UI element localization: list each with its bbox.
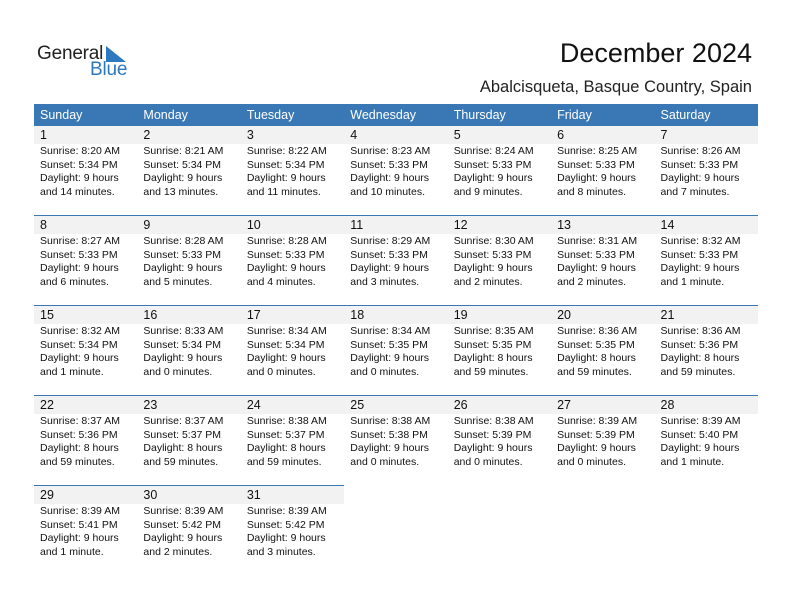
day-cell [241,215,344,305]
sunset-text: Sunset: 5:34 PM [40,338,118,351]
day-info [344,414,447,469]
daylight-minutes-text: and 5 minutes. [143,275,213,288]
daylight-hours-text: Daylight: 8 hours [453,352,533,364]
day-number: 6 [551,125,654,144]
day-info [344,324,447,379]
sunset-text: Sunset: 5:33 PM [557,248,635,261]
daylight-minutes-text: and 2 minutes. [453,275,523,288]
sunrise-text: Sunrise: 8:23 AM [350,145,431,157]
empty-day-cell [344,485,447,565]
daylight-hours-text: Daylight: 9 hours [557,172,636,184]
day-info [34,234,137,289]
day-cell [551,305,654,395]
day-cell [344,215,447,305]
day-cell [137,395,240,485]
daylight-minutes-text: and 59 minutes. [40,455,115,468]
weekday-header-row [34,104,758,125]
sunset-text: Sunset: 5:37 PM [246,428,325,441]
daylight-hours-text: Daylight: 9 hours [350,262,430,274]
day-info [137,324,240,379]
daylight-hours-text: Daylight: 9 hours [453,262,533,274]
daylight-minutes-text: and 0 minutes. [246,365,316,378]
daylight-minutes-text: and 0 minutes. [350,365,420,378]
day-cell [34,305,137,395]
daylight-minutes-text: and 0 minutes. [453,455,523,468]
day-info [344,144,447,199]
day-number: 9 [137,215,240,234]
sunset-text: Sunset: 5:38 PM [350,428,428,441]
day-number: 10 [241,215,344,234]
daylight-hours-text: Daylight: 9 hours [350,442,430,454]
sunrise-text: Sunrise: 8:39 AM [557,415,638,427]
daylight-minutes-text: and 11 minutes. [246,185,321,198]
weekday-monday: Monday [137,104,240,125]
empty-day-cell [655,485,758,565]
sunrise-text: Sunrise: 8:36 AM [557,325,638,337]
empty-day-cell [551,485,654,565]
day-info [551,414,654,469]
daylight-hours-text: Daylight: 9 hours [246,172,326,184]
day-cell [344,305,447,395]
sunrise-text: Sunrise: 8:36 AM [660,325,741,337]
daylight-minutes-text: and 0 minutes. [350,455,420,468]
sunset-text: Sunset: 5:36 PM [660,338,739,351]
sunset-text: Sunset: 5:34 PM [143,158,222,171]
daylight-hours-text: Daylight: 9 hours [40,532,119,544]
day-cell [551,125,654,215]
day-info [551,234,654,289]
day-cell [34,485,137,565]
daylight-minutes-text: and 59 minutes. [557,365,632,378]
sunrise-text: Sunrise: 8:29 AM [350,235,431,247]
day-number: 23 [137,395,240,414]
daylight-hours-text: Daylight: 9 hours [453,442,533,454]
sunrise-text: Sunrise: 8:32 AM [660,235,741,247]
sunset-text: Sunset: 5:34 PM [40,158,118,171]
day-number: 5 [448,125,551,144]
weekday-wednesday: Wednesday [344,104,447,125]
daylight-hours-text: Daylight: 9 hours [350,172,430,184]
daylight-hours-text: Daylight: 9 hours [557,262,636,274]
day-info [551,144,654,199]
sunset-text: Sunset: 5:33 PM [143,248,222,261]
day-number: 31 [241,485,344,504]
day-info [448,144,551,199]
logo-blue-text: Blue [90,59,128,80]
daylight-minutes-text: and 8 minutes. [557,185,626,198]
daylight-minutes-text: and 1 minute. [660,455,725,468]
sunset-text: Sunset: 5:33 PM [350,248,428,261]
weekday-friday: Friday [551,104,654,125]
day-number: 7 [655,125,758,144]
daylight-minutes-text: and 3 minutes. [350,275,420,288]
day-number: 27 [551,395,654,414]
daylight-hours-text: Daylight: 9 hours [350,352,430,364]
daylight-hours-text: Daylight: 9 hours [40,352,119,364]
sunset-text: Sunset: 5:39 PM [453,428,532,441]
day-cell [34,215,137,305]
weekday-tuesday: Tuesday [241,104,344,125]
daylight-hours-text: Daylight: 9 hours [453,172,533,184]
daylight-minutes-text: and 59 minutes. [453,365,529,378]
sunrise-text: Sunrise: 8:31 AM [557,235,638,247]
daylight-minutes-text: and 2 minutes. [557,275,626,288]
day-number: 8 [34,215,137,234]
sunrise-text: Sunrise: 8:39 AM [40,505,120,517]
day-info [34,414,137,469]
daylight-minutes-text: and 14 minutes. [40,185,115,198]
week-row [34,125,758,215]
daylight-minutes-text: and 3 minutes. [246,545,316,558]
sunrise-text: Sunrise: 8:39 AM [143,505,224,517]
sunrise-text: Sunrise: 8:30 AM [453,235,534,247]
daylight-minutes-text: and 9 minutes. [453,185,523,198]
day-number: 24 [241,395,344,414]
sunset-text: Sunset: 5:41 PM [40,518,118,531]
sunset-text: Sunset: 5:33 PM [40,248,118,261]
day-number: 17 [241,305,344,324]
sunset-text: Sunset: 5:35 PM [453,338,532,351]
daylight-hours-text: Daylight: 9 hours [143,352,223,364]
day-info [34,504,137,559]
sunrise-text: Sunrise: 8:39 AM [660,415,741,427]
day-info [137,234,240,289]
daylight-minutes-text: and 0 minutes. [557,455,626,468]
day-info [655,234,758,289]
daylight-hours-text: Daylight: 8 hours [40,442,119,454]
day-number: 22 [34,395,137,414]
sunrise-text: Sunrise: 8:28 AM [246,235,327,247]
daylight-hours-text: Daylight: 9 hours [557,442,636,454]
sunrise-text: Sunrise: 8:25 AM [557,145,638,157]
sunset-text: Sunset: 5:33 PM [350,158,428,171]
daylight-hours-text: Daylight: 9 hours [660,172,740,184]
daylight-hours-text: Daylight: 9 hours [40,172,119,184]
day-cell [34,125,137,215]
sunrise-text: Sunrise: 8:35 AM [453,325,534,337]
daylight-hours-text: Daylight: 9 hours [246,532,326,544]
day-info [241,324,344,379]
day-cell [448,215,551,305]
daylight-hours-text: Daylight: 9 hours [143,532,223,544]
weekday-sunday: Sunday [34,104,137,125]
day-info [241,504,344,559]
sunset-text: Sunset: 5:36 PM [40,428,118,441]
day-cell [655,125,758,215]
day-info [137,504,240,559]
daylight-hours-text: Daylight: 9 hours [660,442,740,454]
day-number: 14 [655,215,758,234]
daylight-minutes-text: and 59 minutes. [143,455,219,468]
sunrise-text: Sunrise: 8:28 AM [143,235,224,247]
day-number: 25 [344,395,447,414]
daylight-hours-text: Daylight: 8 hours [143,442,223,454]
daylight-hours-text: Daylight: 8 hours [660,352,740,364]
daylight-minutes-text: and 10 minutes. [350,185,425,198]
day-cell [241,305,344,395]
day-info [137,414,240,469]
day-number: 26 [448,395,551,414]
day-cell [655,395,758,485]
day-number: 21 [655,305,758,324]
day-info [137,144,240,199]
daylight-hours-text: Daylight: 9 hours [246,352,326,364]
daylight-minutes-text: and 4 minutes. [246,275,316,288]
day-number: 11 [344,215,447,234]
day-info [448,414,551,469]
day-cell [241,485,344,565]
daylight-minutes-text: and 13 minutes. [143,185,219,198]
daylight-minutes-text: and 59 minutes. [660,365,736,378]
daylight-minutes-text: and 1 minute. [40,545,104,558]
day-cell [551,215,654,305]
sunrise-text: Sunrise: 8:34 AM [350,325,431,337]
sunrise-text: Sunrise: 8:37 AM [143,415,224,427]
week-row [34,485,758,565]
calendar-grid [34,104,758,565]
generalblue-logo [37,43,137,83]
daylight-minutes-text: and 6 minutes. [40,275,109,288]
day-cell [137,305,240,395]
logo-general-text: General [37,43,104,64]
day-info [241,234,344,289]
day-cell [448,125,551,215]
day-info [344,234,447,289]
daylight-hours-text: Daylight: 9 hours [143,262,223,274]
day-number: 3 [241,125,344,144]
day-cell [551,395,654,485]
day-info [551,324,654,379]
daylight-minutes-text: and 59 minutes. [246,455,322,468]
week-row [34,305,758,395]
daylight-minutes-text: and 2 minutes. [143,545,213,558]
sunrise-text: Sunrise: 8:39 AM [246,505,327,517]
day-number: 28 [655,395,758,414]
page-title: December 2024 [559,38,752,68]
day-number: 16 [137,305,240,324]
day-info [448,234,551,289]
sunset-text: Sunset: 5:37 PM [143,428,222,441]
day-cell [241,395,344,485]
sunset-text: Sunset: 5:34 PM [143,338,222,351]
weekday-saturday: Saturday [655,104,758,125]
day-cell [34,395,137,485]
sunset-text: Sunset: 5:34 PM [246,338,325,351]
sunrise-text: Sunrise: 8:38 AM [246,415,327,427]
day-cell [655,305,758,395]
daylight-hours-text: Daylight: 9 hours [143,172,223,184]
day-info [34,324,137,379]
day-number: 1 [34,125,137,144]
sunset-text: Sunset: 5:42 PM [246,518,325,531]
day-cell [344,395,447,485]
sunset-text: Sunset: 5:33 PM [660,248,739,261]
sunrise-text: Sunrise: 8:21 AM [143,145,224,157]
sunrise-text: Sunrise: 8:33 AM [143,325,224,337]
daylight-minutes-text: and 7 minutes. [660,185,730,198]
day-cell [137,125,240,215]
sunrise-text: Sunrise: 8:24 AM [453,145,534,157]
daylight-minutes-text: and 0 minutes. [143,365,213,378]
daylight-hours-text: Daylight: 9 hours [660,262,740,274]
sunset-text: Sunset: 5:33 PM [246,248,325,261]
weekday-thursday: Thursday [448,104,551,125]
daylight-hours-text: Daylight: 9 hours [40,262,119,274]
daylight-minutes-text: and 1 minute. [660,275,725,288]
day-cell [448,305,551,395]
day-number: 12 [448,215,551,234]
week-row [34,215,758,305]
day-number: 2 [137,125,240,144]
day-number: 19 [448,305,551,324]
daylight-hours-text: Daylight: 9 hours [246,262,326,274]
sunrise-text: Sunrise: 8:27 AM [40,235,120,247]
day-number: 13 [551,215,654,234]
sunset-text: Sunset: 5:33 PM [660,158,739,171]
sunrise-text: Sunrise: 8:32 AM [40,325,120,337]
daylight-hours-text: Daylight: 8 hours [557,352,636,364]
day-number: 29 [34,485,137,504]
daylight-hours-text: Daylight: 8 hours [246,442,326,454]
sunset-text: Sunset: 5:39 PM [557,428,635,441]
day-number: 18 [344,305,447,324]
sunset-text: Sunset: 5:33 PM [557,158,635,171]
day-number: 20 [551,305,654,324]
sunrise-text: Sunrise: 8:26 AM [660,145,741,157]
day-cell [344,125,447,215]
sunrise-text: Sunrise: 8:37 AM [40,415,120,427]
sunset-text: Sunset: 5:42 PM [143,518,222,531]
day-number: 4 [344,125,447,144]
day-cell [137,485,240,565]
sunrise-text: Sunrise: 8:22 AM [246,145,327,157]
day-info [241,144,344,199]
day-cell [241,125,344,215]
location-subtitle: Abalcisqueta, Basque Country, Spain [479,78,752,96]
sunset-text: Sunset: 5:40 PM [660,428,739,441]
day-info [448,324,551,379]
day-cell [655,215,758,305]
day-info [655,324,758,379]
day-info [34,144,137,199]
sunrise-text: Sunrise: 8:38 AM [453,415,534,427]
week-row [34,395,758,485]
day-cell [448,395,551,485]
day-cell [137,215,240,305]
day-info [655,414,758,469]
sunset-text: Sunset: 5:33 PM [453,248,532,261]
day-number: 30 [137,485,240,504]
sunset-text: Sunset: 5:33 PM [453,158,532,171]
daylight-minutes-text: and 1 minute. [40,365,104,378]
day-info [241,414,344,469]
sunset-text: Sunset: 5:35 PM [557,338,635,351]
empty-day-cell [448,485,551,565]
sunrise-text: Sunrise: 8:34 AM [246,325,327,337]
sunrise-text: Sunrise: 8:20 AM [40,145,120,157]
sunset-text: Sunset: 5:35 PM [350,338,428,351]
day-number: 15 [34,305,137,324]
sunset-text: Sunset: 5:34 PM [246,158,325,171]
sunrise-text: Sunrise: 8:38 AM [350,415,431,427]
day-info [655,144,758,199]
